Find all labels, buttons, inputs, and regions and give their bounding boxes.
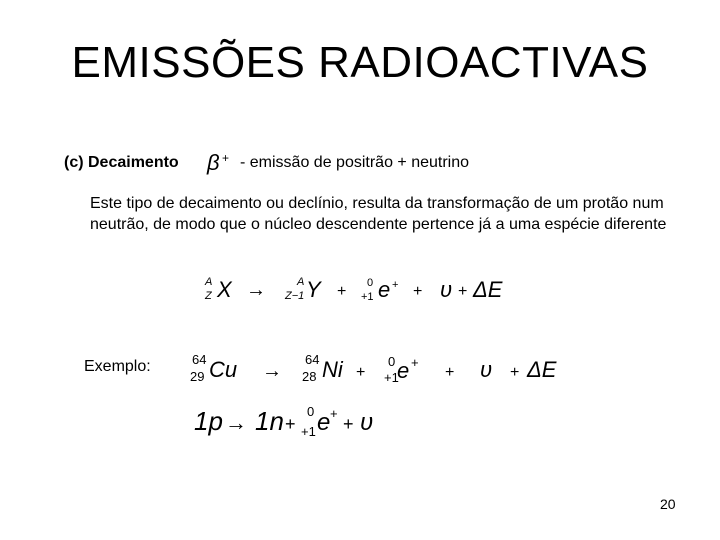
- daughter-atomic-number: Z−1: [285, 290, 305, 302]
- arrow-icon: →: [225, 410, 247, 435]
- positron-mass-number: 0: [388, 354, 396, 369]
- positron-charge: +: [392, 279, 399, 291]
- example-label: Exemplo:: [84, 358, 151, 375]
- arrow-icon: →: [262, 360, 282, 382]
- positron-mass-number: 0: [307, 404, 315, 419]
- neutrino-symbol: υ: [440, 277, 453, 302]
- nucleon-equation: [194, 404, 373, 439]
- decay-description-text: - emissão de positrão + neutrino: [240, 154, 470, 171]
- plus-sign: +: [356, 364, 366, 381]
- plus-sign: +: [445, 364, 455, 381]
- plus-sign: +: [337, 283, 347, 300]
- beta-symbol: β: [207, 150, 220, 175]
- positron-atomic-number: +1: [384, 370, 399, 385]
- example-equation: [190, 352, 557, 385]
- plus-sign: +: [285, 414, 296, 434]
- positron-charge: +: [411, 355, 419, 370]
- neutrino-symbol: υ: [360, 409, 374, 436]
- parent-symbol: X: [217, 277, 232, 302]
- positron-symbol: e: [378, 277, 391, 302]
- energy-symbol: ΔE: [473, 277, 503, 302]
- daughter-atomic-number: 28: [302, 369, 317, 384]
- plus-sign: +: [458, 283, 468, 300]
- neutron-symbol: 1n: [255, 406, 284, 436]
- decay-type-label: (c) Decaimento: [64, 154, 179, 171]
- page-number: 20: [660, 496, 676, 512]
- plus-sign: +: [510, 364, 520, 381]
- positron-symbol: e: [397, 358, 410, 383]
- slide-title: EMISSÕES RADIOACTIVAS: [71, 38, 649, 87]
- beta-charge: +: [222, 151, 230, 165]
- parent-symbol: Cu: [209, 357, 238, 382]
- positron-atomic-number: +1: [301, 424, 316, 439]
- general-equation: [204, 276, 503, 303]
- description-paragraph: Este tipo de decaimento ou declínio, resulta da transformação de um protão num neutrão, de modo que o núcleo descendente pertence já a uma espécie diferente: [90, 195, 667, 233]
- parent-mass-number: A: [205, 276, 213, 288]
- daughter-mass-number: A: [297, 276, 305, 288]
- proton-symbol: 1p: [194, 406, 223, 436]
- parent-atomic-number: 29: [190, 369, 205, 384]
- neutrino-symbol: υ: [480, 357, 493, 382]
- arrow-icon: →: [246, 279, 266, 301]
- plus-sign: +: [413, 283, 423, 300]
- parent-atomic-number: Z: [205, 290, 212, 302]
- positron-mass-number: 0: [367, 277, 374, 289]
- daughter-symbol: Ni: [322, 357, 343, 382]
- plus-sign: +: [343, 414, 354, 434]
- positron-atomic-number: +1: [361, 291, 374, 303]
- energy-symbol: ΔE: [527, 357, 557, 382]
- daughter-mass-number: 64: [305, 352, 320, 367]
- daughter-symbol: Y: [306, 277, 321, 302]
- positron-symbol: e: [317, 409, 331, 436]
- parent-mass-number: 64: [192, 352, 207, 367]
- positron-charge: +: [330, 406, 338, 421]
